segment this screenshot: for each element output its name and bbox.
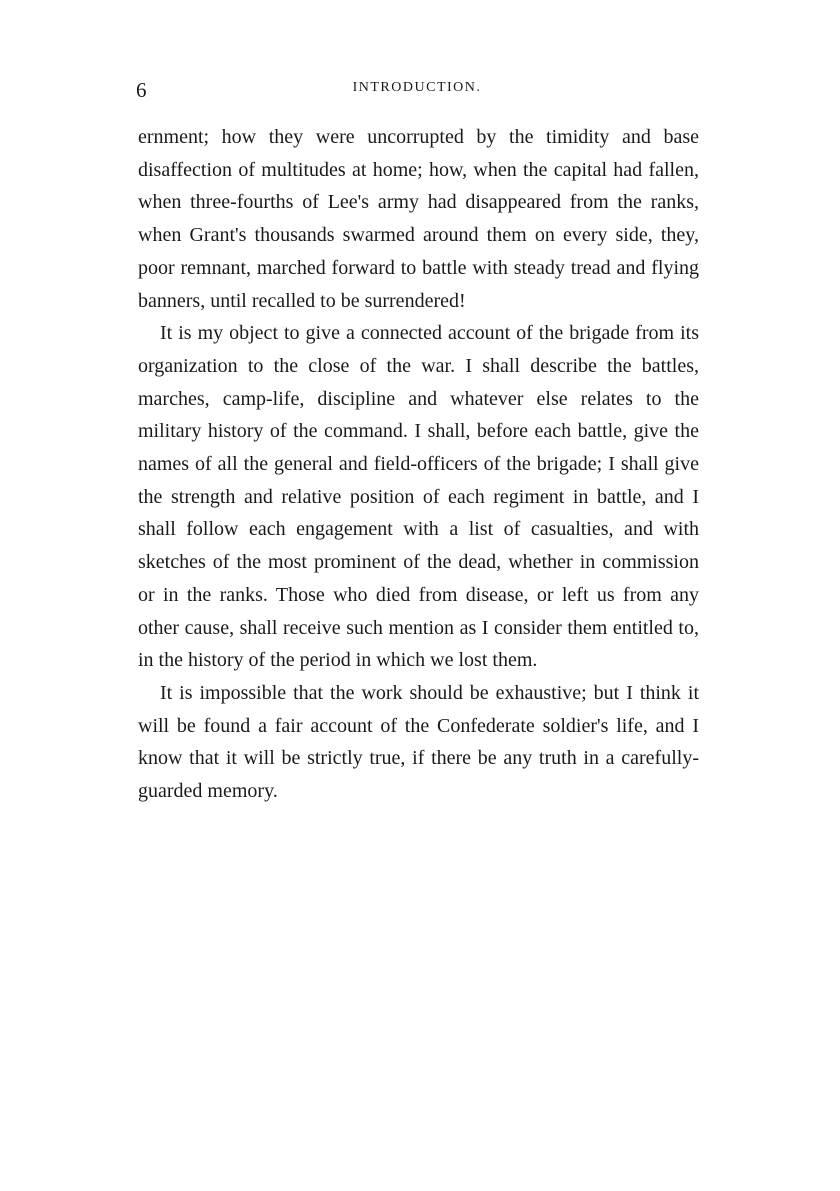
running-head: INTRODUCTION. xyxy=(352,80,482,95)
paragraph-conclusion: It is impossible that the work should be exhaustive; but I think it will be found a fair account of the Confederate soldier's life, and I know that it will be strictly true, if there be any truth in a carefully-guarded memory. xyxy=(138,681,699,803)
paragraph-continued: ernment; how they were uncorrupted by the timidity and base disaffection of multitudes at home; how, when the capital had fallen, when three-fourths of Lee's army had disappeared from the ranks, when Grant's thousands swarmed around them on every side, they, poor remnant, marched forward to battle with steady tread and flying banners, until recalled to be surrendered! xyxy=(138,126,699,312)
page-number: 6 xyxy=(136,78,147,102)
page-header xyxy=(136,76,698,106)
body-text xyxy=(138,121,699,808)
paragraph-object: It is my object to give a connected account of the brigade from its organization to the close of the war. I shall describe the battles, marches, camp-life, discipline and whatever else relates to the military history of the command. I shall, before each battle, give the names of all the general and field-officers of the brigade; I shall give the strength and relative position of each regiment in battle, and I shall follow each engagement with a list of casualties, and with sketches of the most prominent of the dead, whether in commission or in the ranks. Those who died from disease, or left us from any other cause, shall receive such mention as I consider them entitled to, in the history of the period in which we lost them. xyxy=(138,322,699,672)
